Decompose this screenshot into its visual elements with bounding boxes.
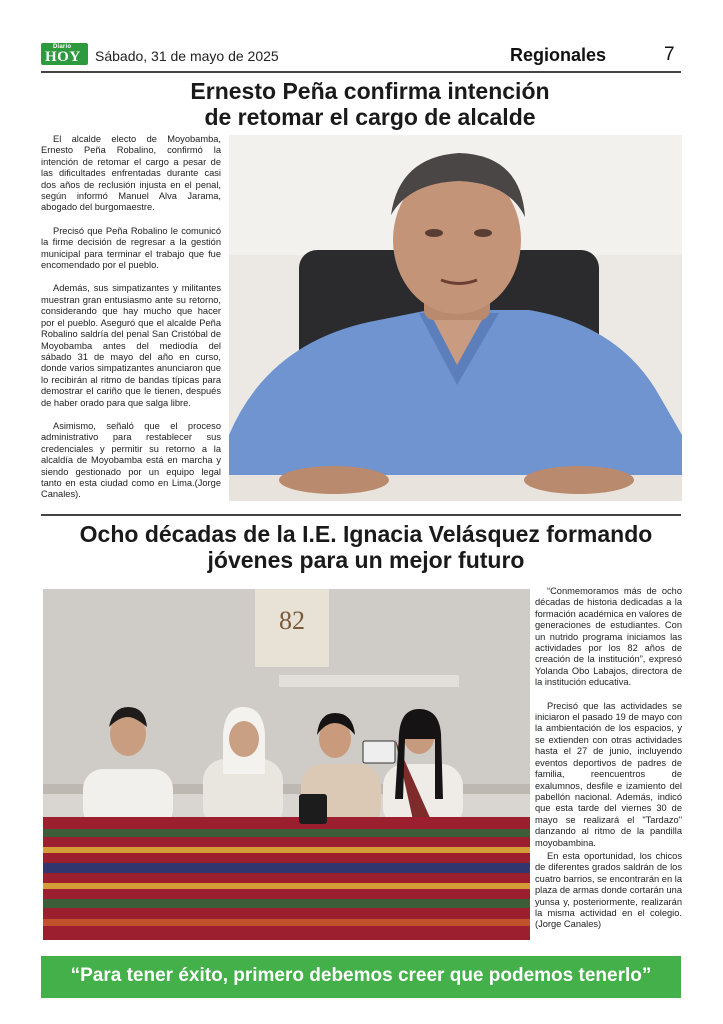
poster-number: 82 (279, 606, 305, 635)
article2-paragraph: Precisó que las actividades se iniciaron el pasado 19 de mayo con la ambientación de los espacios, y se extienden con otras actividades hasta el 27 de junio, incluyendo eventos deportivos de padres de familia, reencuentros de exalumnos, desfile e izamiento del pabellón nacional. Además, indicó que esta tarde del viernes 30 de mayo se realizará el "Tardazo" danzando al ritmo de la pandilla moyobambina. (535, 700, 682, 848)
quote-text: “Para tener éxito, primero debemos creer que podemos tenerlo” (70, 965, 652, 986)
page-number: 7 (664, 44, 675, 65)
article1-headline-line1: Ernesto Peña confirma intención (190, 78, 550, 104)
section-title: Regionales (510, 45, 607, 65)
issue-date: Sábado, 31 de mayo de 2025 (95, 48, 279, 64)
article-separator (41, 514, 681, 516)
school-ceremony-photo (43, 589, 530, 940)
article2-headline-line2: jóvenes para un mejor futuro (207, 547, 525, 574)
article2-headline (50, 521, 682, 574)
article1-headline-line2: de retomar el cargo de alcalde (204, 104, 536, 131)
logo-big-text: HOY (45, 49, 81, 65)
article1-headline (150, 78, 590, 131)
header-rule (41, 71, 681, 73)
logo-small-text: Diario (53, 44, 72, 50)
article2-paragraph: “Conmemoramos más de ocho décadas de historia dedicadas a la formación académica en valores de generaciones de estudiantes. Con un nutrido programa iniciamos las actividades por los 82 años de creación de la institución”, expresó Yolanda Obo Labajos, directora de la institución educativa. (535, 586, 682, 688)
article1-paragraph: Precisó que Peña Robalino le comunicó la firme decisión de regresar a la gestión municipal para terminar el trabajo que fue encomendado por el pueblo. (41, 225, 221, 271)
article2-body (535, 586, 682, 943)
newspaper-logo (41, 43, 88, 65)
article2-headline-line1: Ocho décadas de la I.E. Ignacia Velásquez formando (79, 521, 653, 547)
quote-banner (41, 956, 681, 998)
article1-paragraph: El alcalde electo de Moyobamba, Ernesto Peña Robalino, confirmó la intención de retomar el cargo a pesar de las dificultades enfrentadas durante casi dos años de reclusión injusta en el penal, según informó Manuel Alva Jarama, abogado del burgomaestre. (41, 134, 221, 213)
article1-body (41, 134, 221, 513)
article1-paragraph: Asimismo, señaló que el proceso administrativo para restablecer sus credenciales y permitir su retorno a la alcaldía de Moyobamba está en marcha y siendo gestionado por un equipo legal tanto en esta ciudad como en Lima.(Jorge Canales). (41, 420, 221, 500)
article2-paragraph: En esta oportunidad, los chicos de diferentes grados saldrán de los cuatro barrios, se encontrarán en la plaza de armas donde cortarán una yunsa y, posteriormente, realizarán la misma actividad en el colegio. (Jorge Canales) (535, 850, 682, 930)
article1-paragraph: Además, sus simpatizantes y militantes muestran gran entusiasmo ante su retorno, considerando que hay mucho que hacer por el pueblo. Aseguró que el alcalde Peña Robalino saldría del penal San Cristóbal de Moyobamba antes del mediodía del sábado 31 de mayo del año en curso, donde varios simpatizantes anunciaron que lo recibirán al ritmo de bandas típicas para demostrar el cariño que le tienen, después de haber orado para que salga libre. (41, 283, 221, 408)
mayor-photo (229, 135, 682, 501)
